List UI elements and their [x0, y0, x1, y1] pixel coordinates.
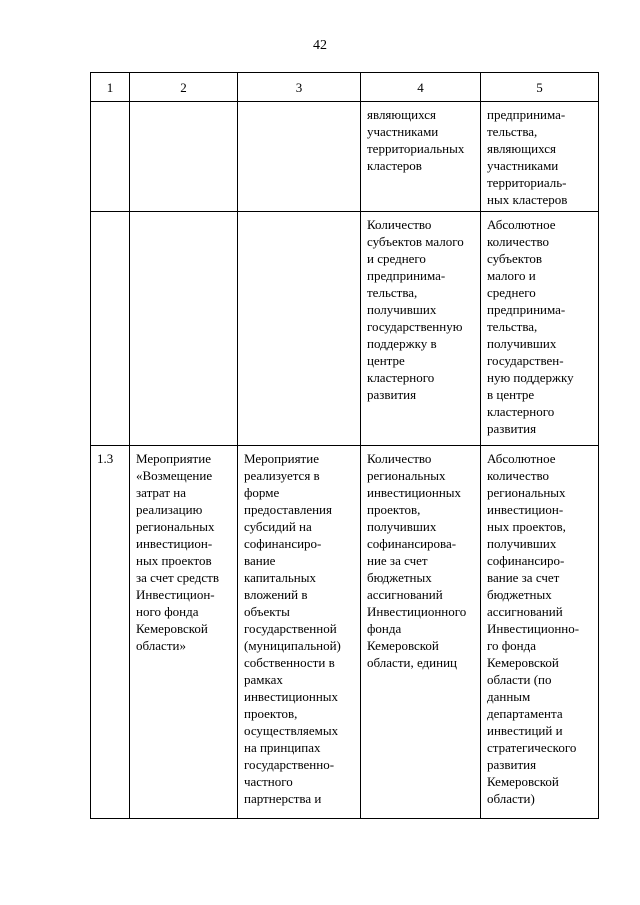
column-header-3: 3	[238, 73, 361, 102]
cell-text: Мероприятие реализуется в форме предоставления субсидий на софинансиро- вание капитальных вложений в объекты государственной (муниципальной) собственности в рамках инвестиционных проектов, осуществляемых на принципах государственно- частного партнерства и	[244, 451, 341, 806]
table-cell	[238, 102, 361, 212]
column-header-5: 5	[481, 73, 599, 102]
table-cell	[130, 102, 238, 212]
table-cell	[238, 212, 361, 446]
table-cell	[91, 102, 130, 212]
cell-text: Количество региональных инвестиционных проектов, получивших софинансирова- ние за счет бюджетных ассигнований Инвестиционного фонда Кемеровской области, единиц	[367, 451, 467, 670]
table-cell	[361, 102, 481, 212]
cell-text: Абсолютное количество субъектов малого и среднего предпринима- тельства, получивших государствен- ную поддержку в центре кластерного развития	[487, 217, 574, 436]
column-header-2: 2	[130, 73, 238, 102]
cell-text: Количество субъектов малого и среднего предпринима- тельства, получивших государственную поддержку в центре кластерного развития	[367, 217, 464, 402]
document-table	[90, 72, 599, 819]
table-cell	[481, 446, 599, 819]
table-cell	[238, 446, 361, 819]
table-row	[91, 212, 599, 446]
table-row	[91, 446, 599, 819]
table-cell	[361, 212, 481, 446]
table-cell	[91, 446, 130, 819]
column-header-4: 4	[361, 73, 481, 102]
page-number: 42	[313, 38, 327, 53]
table-cell	[481, 102, 599, 212]
cell-text: Абсолютное количество региональных инвестицион- ных проектов, получивших софинансиро- вание за счет бюджетных ассигнований Инвестиционно- го фонда Кемеровской области (по данным департамента инвестиций и стратегического развития Кемеровской области)	[487, 451, 580, 806]
cell-text: Мероприятие «Возмещение затрат на реализацию региональных инвестицион- ных проектов за счет средств Инвестицион- ного фонда Кемеровской области»	[136, 451, 219, 653]
table-header-row	[91, 73, 599, 102]
table-cell	[91, 212, 130, 446]
table-cell	[130, 446, 238, 819]
cell-text: 1.3	[97, 451, 114, 466]
table-cell	[481, 212, 599, 446]
column-header-1: 1	[91, 73, 130, 102]
table-cell	[130, 212, 238, 446]
table-cell	[361, 446, 481, 819]
table-row	[91, 102, 599, 212]
cell-text: являющихся участниками территориальных кластеров	[367, 107, 465, 173]
cell-text: предпринима- тельства, являющихся участниками территориаль- ных кластеров	[487, 107, 568, 207]
